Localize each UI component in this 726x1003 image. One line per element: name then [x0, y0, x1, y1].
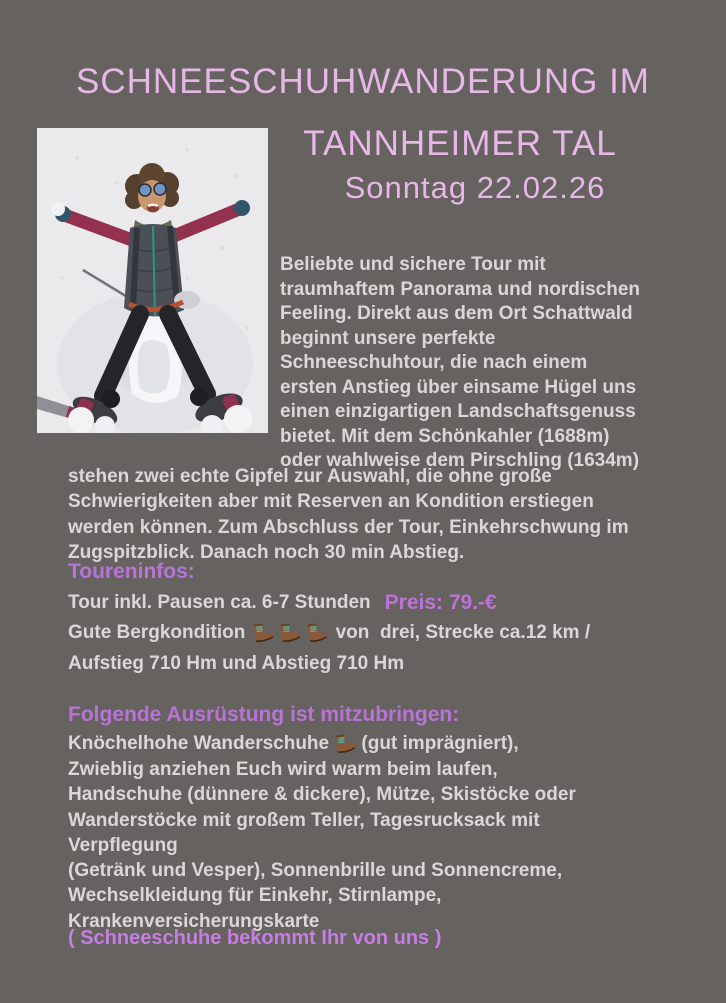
text-line: Wanderstöcke mit großem Teller, Tagesrucksack mit	[68, 809, 540, 831]
equipment-boots-prefix: Knöchelhohe Wanderschuhe	[68, 732, 330, 754]
text-line: ersten Anstieg über einsame Hügel uns	[280, 376, 637, 398]
intro-paragraph-full	[68, 464, 708, 565]
hiking-boot-icon	[302, 620, 327, 645]
text-line: Beliebte und sichere Tour mit	[280, 254, 546, 275]
hiking-boot-icon	[275, 620, 300, 645]
text-line: stehen zwei echte Gipfel zur Auswahl, die ohne große	[68, 466, 552, 487]
text-line: Wechselkleidung für Einkehr, Stirnlampe,	[68, 885, 442, 907]
text-line: beginnt unsere perfekte	[280, 327, 496, 349]
text-line: Krankenversicherungskarte	[68, 910, 320, 932]
tour-price: Preis: 79.-€	[384, 591, 497, 614]
text-line: traumhaftem Panorama und nordischen	[280, 278, 641, 300]
text-line: bietet. Mit dem Schönkahler (1688m)	[280, 425, 610, 447]
snowshoe-note: ( Schneeschuhe bekommt Ihr von uns )	[68, 927, 442, 949]
equipment-list	[68, 757, 708, 934]
elevation-line: Aufstieg 710 Hm und Abstieg 710 Hm	[68, 653, 405, 674]
text-line: Schwierigkeiten aber mit Reserven an Kondition erstiegen	[68, 491, 594, 513]
equipment-boots-suffix: (gut imprägniert),	[356, 732, 519, 754]
fitness-suffix: von drei, Strecke ca.12 km /	[330, 621, 591, 643]
text-line: Verpflegung	[68, 834, 178, 856]
flyer-title-line2: TANNHEIMER TAL	[303, 124, 617, 163]
text-line: werden können. Zum Abschluss der Tour, Einkehrschwung im	[68, 516, 629, 538]
boot-rating	[247, 620, 328, 645]
equipment-heading: Folgende Ausrüstung ist mitzubringen:	[68, 703, 460, 726]
hiking-boot-icon	[330, 731, 355, 756]
tour-duration: Tour inkl. Pausen ca. 6-7 Stunden	[68, 592, 371, 613]
fitness-prefix: Gute Bergkondition	[68, 621, 246, 643]
text-line: einen einzigartigen Landschaftsgenuss	[280, 401, 636, 422]
flyer-title-line1: SCHNEESCHUHWANDERUNG IM	[76, 62, 650, 101]
text-line: Feeling. Direkt aus dem Ort Schattwald	[280, 303, 633, 324]
snow-angel-photo	[37, 128, 268, 433]
text-line: Schneeschuhtour, die nach einem	[280, 352, 588, 373]
text-line: Handschuhe (dünnere & dickere), Mütze, Skistöcke oder	[68, 784, 576, 806]
event-date: Sonntag 22.02.26	[344, 170, 606, 205]
text-line: (Getränk und Vesper), Sonnenbrille und Sonnencreme,	[68, 860, 563, 882]
text-line: Zugspitzblick. Danach noch 30 min Abstieg.	[68, 541, 465, 563]
hiking-boot-icon	[248, 620, 273, 645]
fitness-line	[68, 620, 590, 645]
text-line: Zwieblig anziehen Euch wird warm beim laufen,	[68, 759, 498, 780]
intro-paragraph-column	[280, 253, 680, 474]
tour-info-heading: Toureninfos:	[68, 560, 195, 583]
tour-duration-line	[68, 591, 497, 615]
text-line: oder wahlweise dem Pirschling (1634m)	[280, 450, 640, 471]
equipment-boots-line	[68, 731, 519, 756]
